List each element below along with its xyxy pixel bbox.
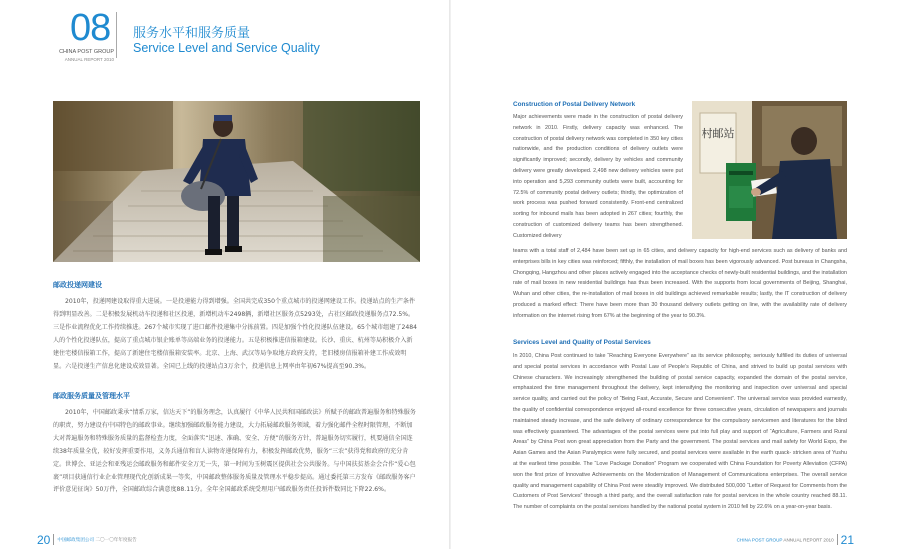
left-sec1-heading: 邮政投递网建设 [53,281,102,289]
chapter-title-en: Service Level and Service Quality [133,41,320,55]
right-sec1-heading: Construction of Postal Delivery Network [513,101,636,108]
header-group-label [52,49,114,63]
chapter-number: 08 [70,7,111,49]
left-sec2-heading: 邮政服务质量及管理水平 [53,392,130,400]
footer-group-en: CHINA POST GROUP [736,537,783,543]
right-sec1-body-top: Major achievements were made in the construction of postal delivery network in 2010. Firstly, delivery capacity was enhanced. The construction of postal delivery network was completed in 350 key cities nationwide, and the production conditions of delivery outlets were significantly improved; secondly, delivery by vehicles and community delivery were greatly developed. 2,498 new delivery vehicles were put into operation and 5,293 community outlets were built, accounting for 72.5% of community postal delivery outlets; thirdly, the optimization of work process was pushed forward consistently. Front-end centralized sorting for inbound mails has been adopted in 267 cities; fourthly, the construction of customized delivery teams has been strengthened. Customized delivery [513,114,683,239]
footer-report-en: ANNUAL REPORT 2010 [783,537,834,543]
left-sec1-body: 2010年，投递网建设取得重大进展。一是投递能力得到增强。全国共完成350个重点城市的投递网建设工作。投递站点的生产条件得到明显改善。二是积极发展机动车投递和社区投递，新增机动车2498辆，新增社区服务点5293处，占社区邮政投递服务点72.5%。三是作业流程优化工作持续推进。267个城市实现了进口邮件投递集中分拣前置。四是加强个性化投递队伍建设。65个城市组建了2484人的个性化投递队伍，提高了重点城市银企账单等高端业务的投递能力。五是积极推进信报箱建设。长沙、重庆、杭州等局积极介入新建住宅楼信报箱工作，提高了新建住宅楼信报箱安装率。北京、上海、武汉等局争取地方政府支持，老旧楼房信报箱补建工作成效明显。六是投递生产信息化建设成效显著。全国已上线的投递站点3万余个，投递信息上网率由年初67%提高至90.3%。 [53,298,417,370]
right-sec2-heading: Services Level and Quality of Postal Services [513,339,651,346]
header-divider [116,12,117,58]
left-page-number: 20 [37,532,51,547]
right-page-number: 21 [840,532,854,547]
village-post-station-photo [692,101,847,239]
right-sec1-body-bottom: teams with a total staff of 2,484 have been set up in 65 cities, and delivery capacity for high-end services such as delivery of banks and enterprises bills in key cities was reinforced; fifthly, the installation of mail boxes has been vigorously advanced. Post bureaus in Changsha, Chongqing, Hangzhou and other places actively engaged into the acceptance checks of newly-built residential buildings, and the installation rate of mail boxes in new residential buildings has thus been increased. With the supports from local governments of Beijing, Shanghai, Wuhan and other cities, the re-installation of mail boxes in old buildings achieved remarkable results; lastly, the IT construction of delivery produced a marked effect: There have been more than 30 thousand delivery outlets getting on line, with the availability rate of delivery information on the internet rising from 67% at the beginning of the year to 90.3%. [513,248,847,319]
post-station-graphic [692,101,847,239]
report-name: ANNUAL REPORT 2010 [64,57,114,62]
chapter-title-cn: 服务水平和服务质量 [133,26,251,41]
left-sec2-body: 2010年，中国邮政秉承“情系万家，信达天下”的服务理念，认真履行《中华人民共和国邮政法》所赋予的邮政普遍服务和特殊服务的职责，努力建设有中国特色的邮政事业。继续加强邮政服务能力建设，大力拓展邮政服务领域，着力强化邮件全程时限管理，不断加大对普遍服务和特殊服务质量的监督检查力度，全面落实“迅速、准确、安全、方便”的服务方针，普遍服务切实履行，机要通信全国连续38年质量全优，较好发挥重要作用，义务兵通信和盲人读物寄递保障有力，积极发挥邮政优势，服务“三农”获得党和政府的充分肯定。世博会、亚运会和亚残运会邮政服务和邮件安全万无一失，第一时间为玉树震区提供社会公共服务。与中国扶贫基金会合作“爱心包裹”项目获通信行业企业管理现代化创新成果一等奖，中国邮政整体服务质量及管理水平稳步提高。通过委托第三方发布《邮政服务客户评价意见征询》50万件，全国邮政综合满意度88.11分。全年全国邮政系统受理用户邮政服务责任投诉件数同比下降22.6%。 [53,409,416,494]
postman-photo-graphic [53,101,420,262]
post-station-sign: 村邮站 [701,127,735,140]
footer-left [37,531,137,549]
page-gutter [449,0,451,549]
right-sec2-body: In 2010, China Post continued to take “Reaching Everyone Everywhere” as its service philosophy, seriously fulfilled its duties of universal and special postal services in accordance with Postal Law of People’s Republic of China, and strived to build up postal services with Chinese characters. We increasingly strengthened the building of postal service capacity, expanded the domain of the postal service, emphasized the time management throughout the delivery, kept intensifying the monitoring and inspection over universal and special service quality, and carried out the policy of “Being Fast, Accurate, Secure and Convenient”. The universal service was provided earnestly, the quality of confidential correspondence enjoyed all-round excellence for three consecutive years, circulation of newspapers and journals maintained steady increase, and the safe delivery of ordinary correspondence for the compulsory servicemen and literatures for the blind was effectively guaranteed. The advantages of the postal services were put into full play and support of “Agriculture, Farmers and Rural Areas” by China Post won great appreciation from the Party and the government. The postal services and mail safety for World Expo, the Asian Games and the Asian Paralympics were fully secured, and postal services were available in the earth quack- stricken area of Yushu at the earliest time possible. The “Love Package Donation” Program we cooperated with China Foundation for Poverty Alleviation (CFPA) won the first prize of Innovative Achievements on the Modernization of Management of Communications enterprises. The overall service quality and management capability of China Post were steadily improved. We distributed 500,000 “Letter of Request for Comments from the Customers of Post Services” through a third party, and the overall satisfaction rate for postal services in the whole country reached 88.11. The number of complaints on the postal services handled by the national postal system in 2010 fell by 22.6% on a year-on-year basis. [513,353,847,511]
footer-company-cn: 中国邮政集团公司 [57,536,95,542]
footer-right [737,531,854,549]
footer-report-cn: 二〇一〇年年度报告 [95,536,137,542]
postman-photo [53,101,420,262]
group-name: CHINA POST GROUP [59,49,114,55]
